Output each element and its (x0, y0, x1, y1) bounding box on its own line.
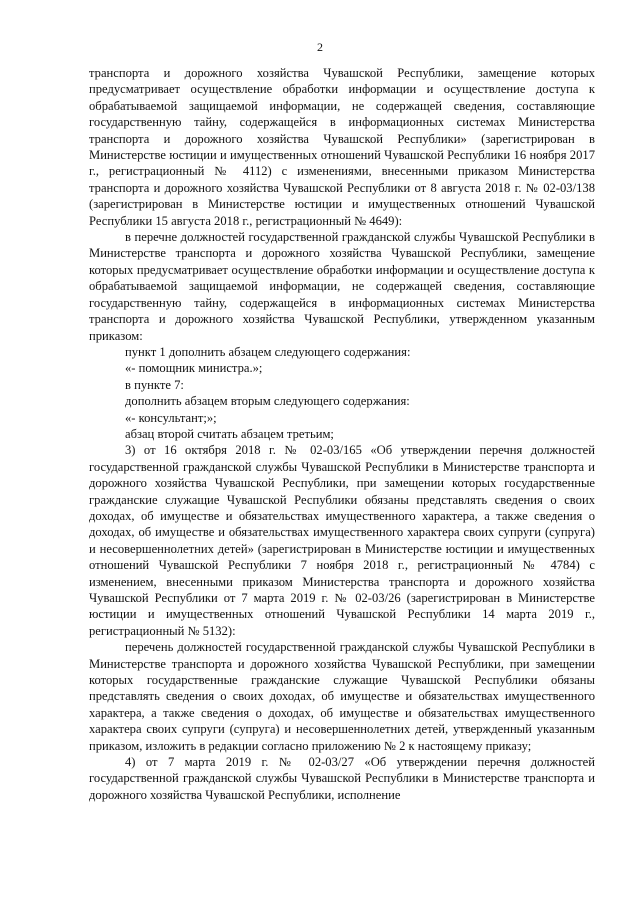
paragraph-quote-consultant: «- консультант;»; (125, 410, 217, 425)
paragraph-list-amendment: в перечне должностей государственной гражданской службы Чувашской Республики в Министерстве транспорта и дорожного хозяйства Чувашской Республики, замещение которых предусматривает осуществление обработки информации и осуществление доступа к обрабатываемой защищаемой информации, не содержащей сведения, составляющие государственную тайну, содержащейся в информационных системах Министерства транспорта и дорожного хозяйства Чувашской Республики, утвержденном указанным приказом: (89, 230, 595, 343)
paragraph-continuation: транспорта и дорожного хозяйства Чувашской Республики, замещение которых предусматривает осуществление обработки информации и осуществление доступа к обрабатываемой защищаемой информации, не содержащей сведения, составляющие государственную тайну, содержащейся в информационных системах Министерства транспорта и дорожного хозяйства Чувашской Республики» (зарегистрирован в Министерстве юстиции и имущественных отношений Чувашской Республики 16 ноября 2017 г., регистрационный № 4112) с изменениями, внесенными приказом Министерства транспорта и дорожного хозяйства Чувашской Республики от 8 августа 2018 г. № 02-03/138 (зарегистрирован в Министерстве юстиции и имущественных отношений Чувашской Республики 15 августа 2018 г., регистрационный № 4649): (89, 66, 595, 228)
paragraph-renumber: абзац второй считать абзацем третьим; (125, 426, 334, 441)
paragraph-order-4: 4) от 7 марта 2019 г. № 02-03/27 «Об утверждении перечня должностей государственной гражданской службы Чувашской Республики в Министерстве транспорта и дорожного хозяйства Чувашской Республики, исполнение (89, 755, 595, 802)
document-body (89, 65, 595, 803)
page-number: 2 (317, 40, 323, 54)
paragraph-list-restatement: перечень должностей государственной гражданской службы Чувашской Республики в Министерстве транспорта и дорожного хозяйства Чувашской Республики, при замещении которых государственные гражданские служащие Чувашской Республики обязаны представлять сведения о своих доходах, об имуществе и обязательствах имущественного характера, а также сведения о доходах, об имуществе и обязательствах имущественного характера своих супруги (супруга) и несовершеннолетних детей, утвержденный указанным приказом, изложить в редакции согласно приложению № 2 к настоящему приказу; (89, 640, 595, 753)
paragraph-item-1-addition: пункт 1 дополнить абзацем следующего содержания: (125, 344, 411, 359)
paragraph-second-addition: дополнить абзацем вторым следующего содержания: (125, 394, 410, 409)
paragraph-order-3: 3) от 16 октября 2018 г. № 02-03/165 «Об утверждении перечня должностей государственной гражданской службы Чувашской Республики в Министерстве транспорта и дорожного хозяйства Чувашской Республики, при замещении которых государственные гражданские служащие Чувашской Республики обязаны представлять сведения о своих доходах, об имуществе и обязательствах имущественного характера, а также сведения о доходах, об имуществе и обязательствах имущественного характера своих супруги (супруга) и несовершеннолетних детей» (зарегистрирован в Министерстве юстиции и имущественных отношений Чувашской Республики 7 ноября 2018 г., регистрационный № 4784) с изменением, внесенными приказом Министерства транспорта и дорожного хозяйства Чувашской Республики от 7 марта 2019 г. № 02-03/26 (зарегистрирован в Министерстве юстиции и имущественных отношений Чувашской Республики 14 марта 2019 г., регистрационный № 5132): (89, 443, 595, 638)
paragraph-item-7: в пункте 7: (125, 377, 184, 392)
paragraph-quote-assistant: «- помощник министра.»; (125, 361, 263, 376)
